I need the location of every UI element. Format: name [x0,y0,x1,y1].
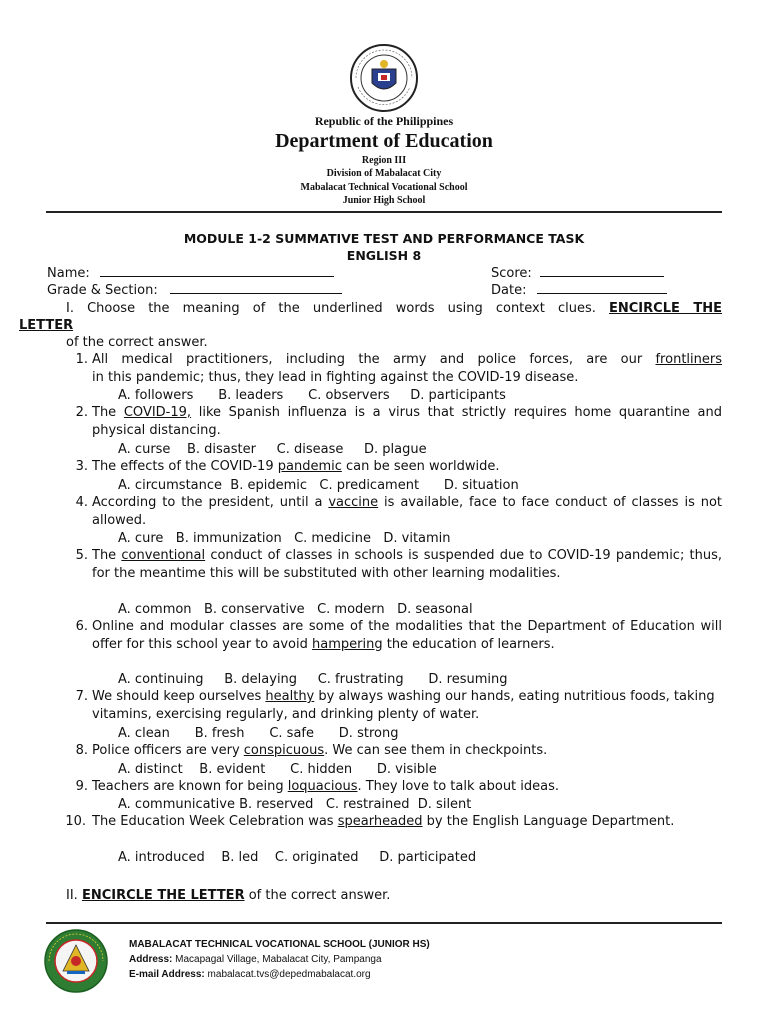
choice-b[interactable]: B. epidemic [230,478,308,493]
choice-a[interactable]: A. common [118,602,192,617]
choices-7 [118,725,398,742]
school-logo [43,927,109,995]
question-text: According to the president, until a [92,495,323,510]
choices-3 [118,477,519,494]
choice-d[interactable]: D. silent [417,797,472,812]
question-number: 4. [75,495,88,510]
footer-divider [46,922,722,924]
target-word: spearheaded [337,814,423,829]
choice-b[interactable]: B. conservative [203,602,305,617]
target-word: healthy [265,689,315,704]
question-number: 3. [75,459,88,474]
choice-c[interactable]: C. frustrating [317,672,404,687]
question-text: The [92,405,117,420]
question-number: 1. [75,352,88,367]
name-field[interactable] [100,265,334,277]
question-text: . We can see them in checkpoints. [324,743,548,758]
part2-text: of the correct answer. [248,888,391,903]
choices-4 [118,530,451,547]
choice-d[interactable]: D. strong [338,726,399,741]
school-line: Mabalacat Technical Vocational School [300,182,468,193]
part1-instruction-emphasis: ENCIRCLE THE [609,301,722,316]
choice-a[interactable]: A. distinct [118,762,183,777]
choice-c[interactable]: C. safe [269,726,314,741]
choice-c[interactable]: C. originated [274,850,359,865]
question-number: 2. [75,405,88,420]
test-subject: ENGLISH 8 [346,248,422,263]
grade-row [47,282,342,299]
name-row [47,265,334,282]
part1-instruction-post: of the correct answer. [66,335,208,350]
choice-a[interactable]: A. continuing [118,672,204,687]
date-row [491,282,667,299]
choices-6 [118,671,508,688]
question-number: 9. [75,779,88,794]
choice-b[interactable]: B. evident [199,762,266,777]
choice-d[interactable]: D. seasonal [397,602,473,617]
question-text: All medical practitioners, including the army and police forces, are our [92,352,643,367]
choice-b[interactable]: B. immunization [175,531,282,546]
footer-address [129,953,382,967]
choice-b[interactable]: B. delaying [224,672,298,687]
question-text: We should keep ourselves [92,689,262,704]
date-field[interactable] [537,282,667,294]
date-label: Date: [491,283,527,298]
question-number: 6. [75,619,88,634]
question-text: The effects of the COVID-19 [92,459,274,474]
part2-instruction [66,887,390,904]
choice-a[interactable]: A. followers [118,388,194,403]
choice-d[interactable]: D. participated [379,850,477,865]
choice-d[interactable]: D. participants [410,388,506,403]
question-text: by always washing our hands, eating nutritious foods, taking vitamins, exercising regularly, and drinking plenty of water. [92,689,715,722]
question-text: Police officers are very [92,743,240,758]
question-text: conduct of classes in schools is suspended due to COVID-19 pandemic; thus, for the meantime this will be substituted with other learning modalities. [92,548,722,581]
choice-b[interactable]: B. reserved [239,797,314,812]
target-word: vaccine [328,495,379,510]
footer-email-label: E-mail Address: [129,969,205,980]
name-label: Name: [47,266,90,281]
question-number: 7. [75,689,88,704]
question-text: is available, face to face conduct of classes is not allowed. [92,495,723,528]
choice-c[interactable]: C. observers [308,388,390,403]
choice-d[interactable]: D. situation [443,478,519,493]
part2-number: II. [66,888,78,903]
choice-c[interactable]: C. modern [317,602,385,617]
question-text: like Spanish influenza is a virus that strictly requires home quarantine and physical distancing. [92,405,722,438]
choice-b[interactable]: B. fresh [194,726,245,741]
score-label: Score: [491,266,532,281]
target-word: hampering [312,636,383,652]
target-word: pandemic [277,459,342,474]
target-word: frontliners [655,352,722,367]
question-text: The [92,548,117,563]
question-text: can be seen worldwide. [346,459,500,474]
choice-b[interactable]: B. disaster [186,442,256,457]
choice-a[interactable]: A. communicative [118,797,235,812]
choice-c[interactable]: C. restrained [325,797,410,812]
choices-1 [118,387,506,404]
choices-2 [118,441,427,458]
republic-line: Republic of the Philippines [314,114,454,128]
question-number: 5. [75,548,88,563]
level-line: Junior High School [342,195,426,206]
footer-email-value[interactable]: mabalacat.tvs@depedmabalacat.org [207,969,371,980]
choice-d[interactable]: D. plague [364,442,427,457]
part1-instruction-letter: LETTER [19,318,74,333]
question-text: . They love to talk about ideas. [357,779,560,794]
choice-a[interactable]: A. circumstance [118,478,223,493]
target-word: loquacious [287,779,358,794]
part1-instruction [66,300,722,317]
question-number: 10. [65,814,86,829]
footer-school-name: MABALACAT TECHNICAL VOCATIONAL SCHOOL (JUNIOR HS) [129,939,430,950]
score-row [491,265,664,282]
footer-email [129,968,371,982]
question-text: The Education Week Celebration was [92,814,334,829]
choices-9 [118,796,471,813]
target-word: conspicuous [243,743,325,758]
region-line: Region III [361,155,407,166]
choice-a[interactable]: A. curse [118,442,171,457]
footer-address-value: Macapagal Village, Mabalacat City, Pampanga [175,954,382,965]
choice-c[interactable]: C. hidden [290,762,353,777]
grade-section-field[interactable] [170,282,342,294]
grade-label: Grade & Section: [47,283,158,298]
department-title: Department of Education [275,130,493,152]
header-divider [46,211,722,213]
choice-d[interactable]: D. vitamin [383,531,451,546]
question-text: in this pandemic; thus, they lead in fighting against the COVID-19 disease. [92,369,579,385]
choice-b[interactable]: B. leaders [218,388,284,403]
choice-a[interactable]: A. cure [118,531,164,546]
choice-d[interactable]: D. visible [376,762,437,777]
target-word: COVID-19, [123,405,192,420]
score-field[interactable] [540,265,664,277]
choice-c[interactable]: C. disease [276,442,344,457]
question-text: Teachers are known for being [92,779,284,794]
deped-seal-logo [348,43,420,113]
choices-5 [118,601,473,618]
target-word: conventional [121,548,206,563]
test-title: MODULE 1-2 SUMMATIVE TEST AND PERFORMANCE TASK [183,231,585,246]
division-line: Division of Mabalacat City [326,168,442,179]
choice-c[interactable]: C. predicament [319,478,420,493]
part2-emphasis: ENCIRCLE THE LETTER [81,888,245,903]
footer-address-label: Address: [129,954,173,965]
choice-a[interactable]: A. clean [118,726,170,741]
choices-8 [118,761,437,778]
choice-c[interactable]: C. medicine [294,531,371,546]
question-text: the education of learners. [386,636,555,652]
part1-instruction-text: I. Choose the meaning of the underlined words using context clues. [66,301,596,316]
choice-a[interactable]: A. introduced [118,850,205,865]
question-number: 8. [75,743,88,758]
choice-b[interactable]: B. led [221,850,259,865]
question-text: by the English Language Department. [426,814,675,829]
choices-10 [118,849,476,866]
question-text: Online and modular classes are some of the modalities that the Department of Education will offer for this school year to avoid [92,619,722,652]
choice-d[interactable]: D. resuming [428,672,508,687]
